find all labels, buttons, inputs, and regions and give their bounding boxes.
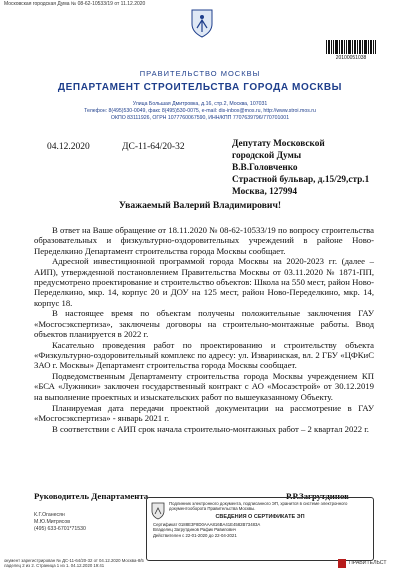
signatory-name: Р.Р.Загрутдинов: [286, 491, 349, 501]
letter-number: ДС-11-64/20-32: [122, 142, 185, 152]
footer-line: ладелец 2 из 2. Страница 1 из 1. 04.12.2020 19:41: [4, 563, 105, 568]
body-paragraph: Касательно проведения работ по проектированию и строительству объекта «Физкультурно-оздоровительный комплекс по адресу: ул. Изваринская, вл. 2 ГБУ «ЦФКиС ЗАО г. Москвы» Департамент строительства города Москвы сообщает.: [34, 339, 374, 371]
department-name: ДЕПАРТАМЕНТ СТРОИТЕЛЬСТВА ГОРОДА МОСКВЫ: [57, 82, 343, 93]
body-paragraph: В соответствии с АИП срок начала строительно-монтажных работ – 2 квартал 2022 г.: [52, 423, 369, 434]
recipient-line: Депутату Московской: [232, 139, 325, 149]
letter-date: 04.12.2020: [47, 142, 90, 152]
digital-signature-stamp: [146, 497, 374, 561]
signatory-position: Руководитель Департамента: [34, 491, 149, 501]
registry-codes-line: ОКПО 83111926, ОГРН 1077760067590, ИНН/КПП 7707639796/770701001: [110, 115, 290, 121]
executor-line: К.Г.Оганесян: [34, 512, 65, 518]
body-paragraph: Планируемая дата передачи проектной документации на рассмотрение в ГАУ «Мосгосэкспертиза» - январь 2021 г.: [34, 402, 374, 423]
certificate-line: Сертификат 0188E3F8D0AAA816BA41E4582B73483А: [153, 522, 261, 527]
body-paragraph: В настоящее время по объектам получены положительные заключения ГАУ «Мосгосэкспертиза», заключены договоры на строительно-монтажные работы. Ввод объектов планируется в 2022 г.: [34, 308, 374, 339]
recipient-line: городской Думы: [232, 151, 302, 161]
footer-line: окумент зарегистрирован № ДС-11-64/20-32 от 04.12.2020 Москва-8/5: [4, 558, 144, 563]
certificate-details: [153, 522, 367, 538]
body-paragraph: Подведомственным Департаменту строительства города Москвы учреждением КП «БСА «Лужники» заключен государственный контракт с АО «Мосаэстрой» от 30.12.2019 на выполнение проектных и изыскательских работ по вышеуказанному Объекту.: [34, 371, 374, 402]
executor-line: (495) 633-6701*71530: [34, 526, 86, 533]
body-paragraph: В ответ на Ваше обращение от 18.11.2020 № 08-62-10533/19 по вопросу строительства образовательных и физкультурно-оздоровительных учреждений в районе Ново-Переделкино Департамент строительства города Москвы сообщает.: [34, 225, 374, 256]
logo-mark-icon: [338, 559, 346, 568]
government-logo: [338, 558, 388, 570]
government-label: ПРАВИТЕЛЬСТВО МОСКВЫ: [139, 69, 261, 78]
executor-line: М.Ю.Митрясов: [34, 519, 70, 526]
registration-footer: [4, 558, 144, 568]
recipient-line: В.В.Головченко: [232, 163, 298, 173]
letter-body: [34, 225, 374, 434]
executor-block: [34, 512, 86, 534]
certificate-line: Действителен с 22-01-2020 до 22-04-2021: [153, 532, 237, 538]
certificate-line: Владелец Загрутдинов Рафик Равилович: [153, 527, 236, 533]
contacts-line: Телефон: 8(495)530-0049, факс 8(495)530-0075, e-mail: dis-inbox@mos.ru, http://www.stroi.mos.ru: [84, 108, 316, 114]
stamp-title: СВЕДЕНИЯ О СЕРТИФИКАТЕ ЭП: [215, 514, 305, 520]
barcode-icon: [326, 40, 376, 54]
recipient-block: [232, 138, 369, 198]
barcode-number: 20100051038: [335, 55, 367, 61]
moscow-coat-of-arms-icon: [190, 8, 214, 38]
body-paragraph: Адресной инвестиционной программой города Москвы на 2020-2023 гг. (далее – АИП), утвержденной постановлением Правительства Москвы от 03.11.2020 № 1871-ПП, предусмотрено проектирование и строительство объектов: Школа на 550 мест, район Ново-Переделкино, мкр. 14, корпус 20 и ДОУ на 125 мест, район Ново-Переделкино, мкр. 14, корпус 18.: [34, 256, 374, 308]
registration-header: Московская городская Дума № 08-62-10533/19 от 11.12.2020: [4, 1, 146, 7]
logo-text: ПРАВИТЕЛЬСТ: [349, 560, 387, 566]
recipient-line: Страстной бульвар, д.15/29,стр.1: [232, 175, 370, 185]
greeting: Уважаемый Валерий Владимирович!: [118, 200, 282, 211]
address-line: Улица Большая Дмитровка, д.16, стр.2, Москва, 107031: [132, 101, 268, 107]
recipient-line: Москва, 127994: [232, 187, 297, 197]
stamp-note: Подлинник электронного документа, подписанного ЭП, хранится в системе электронного документооборота Правительства Москвы.: [169, 501, 348, 512]
